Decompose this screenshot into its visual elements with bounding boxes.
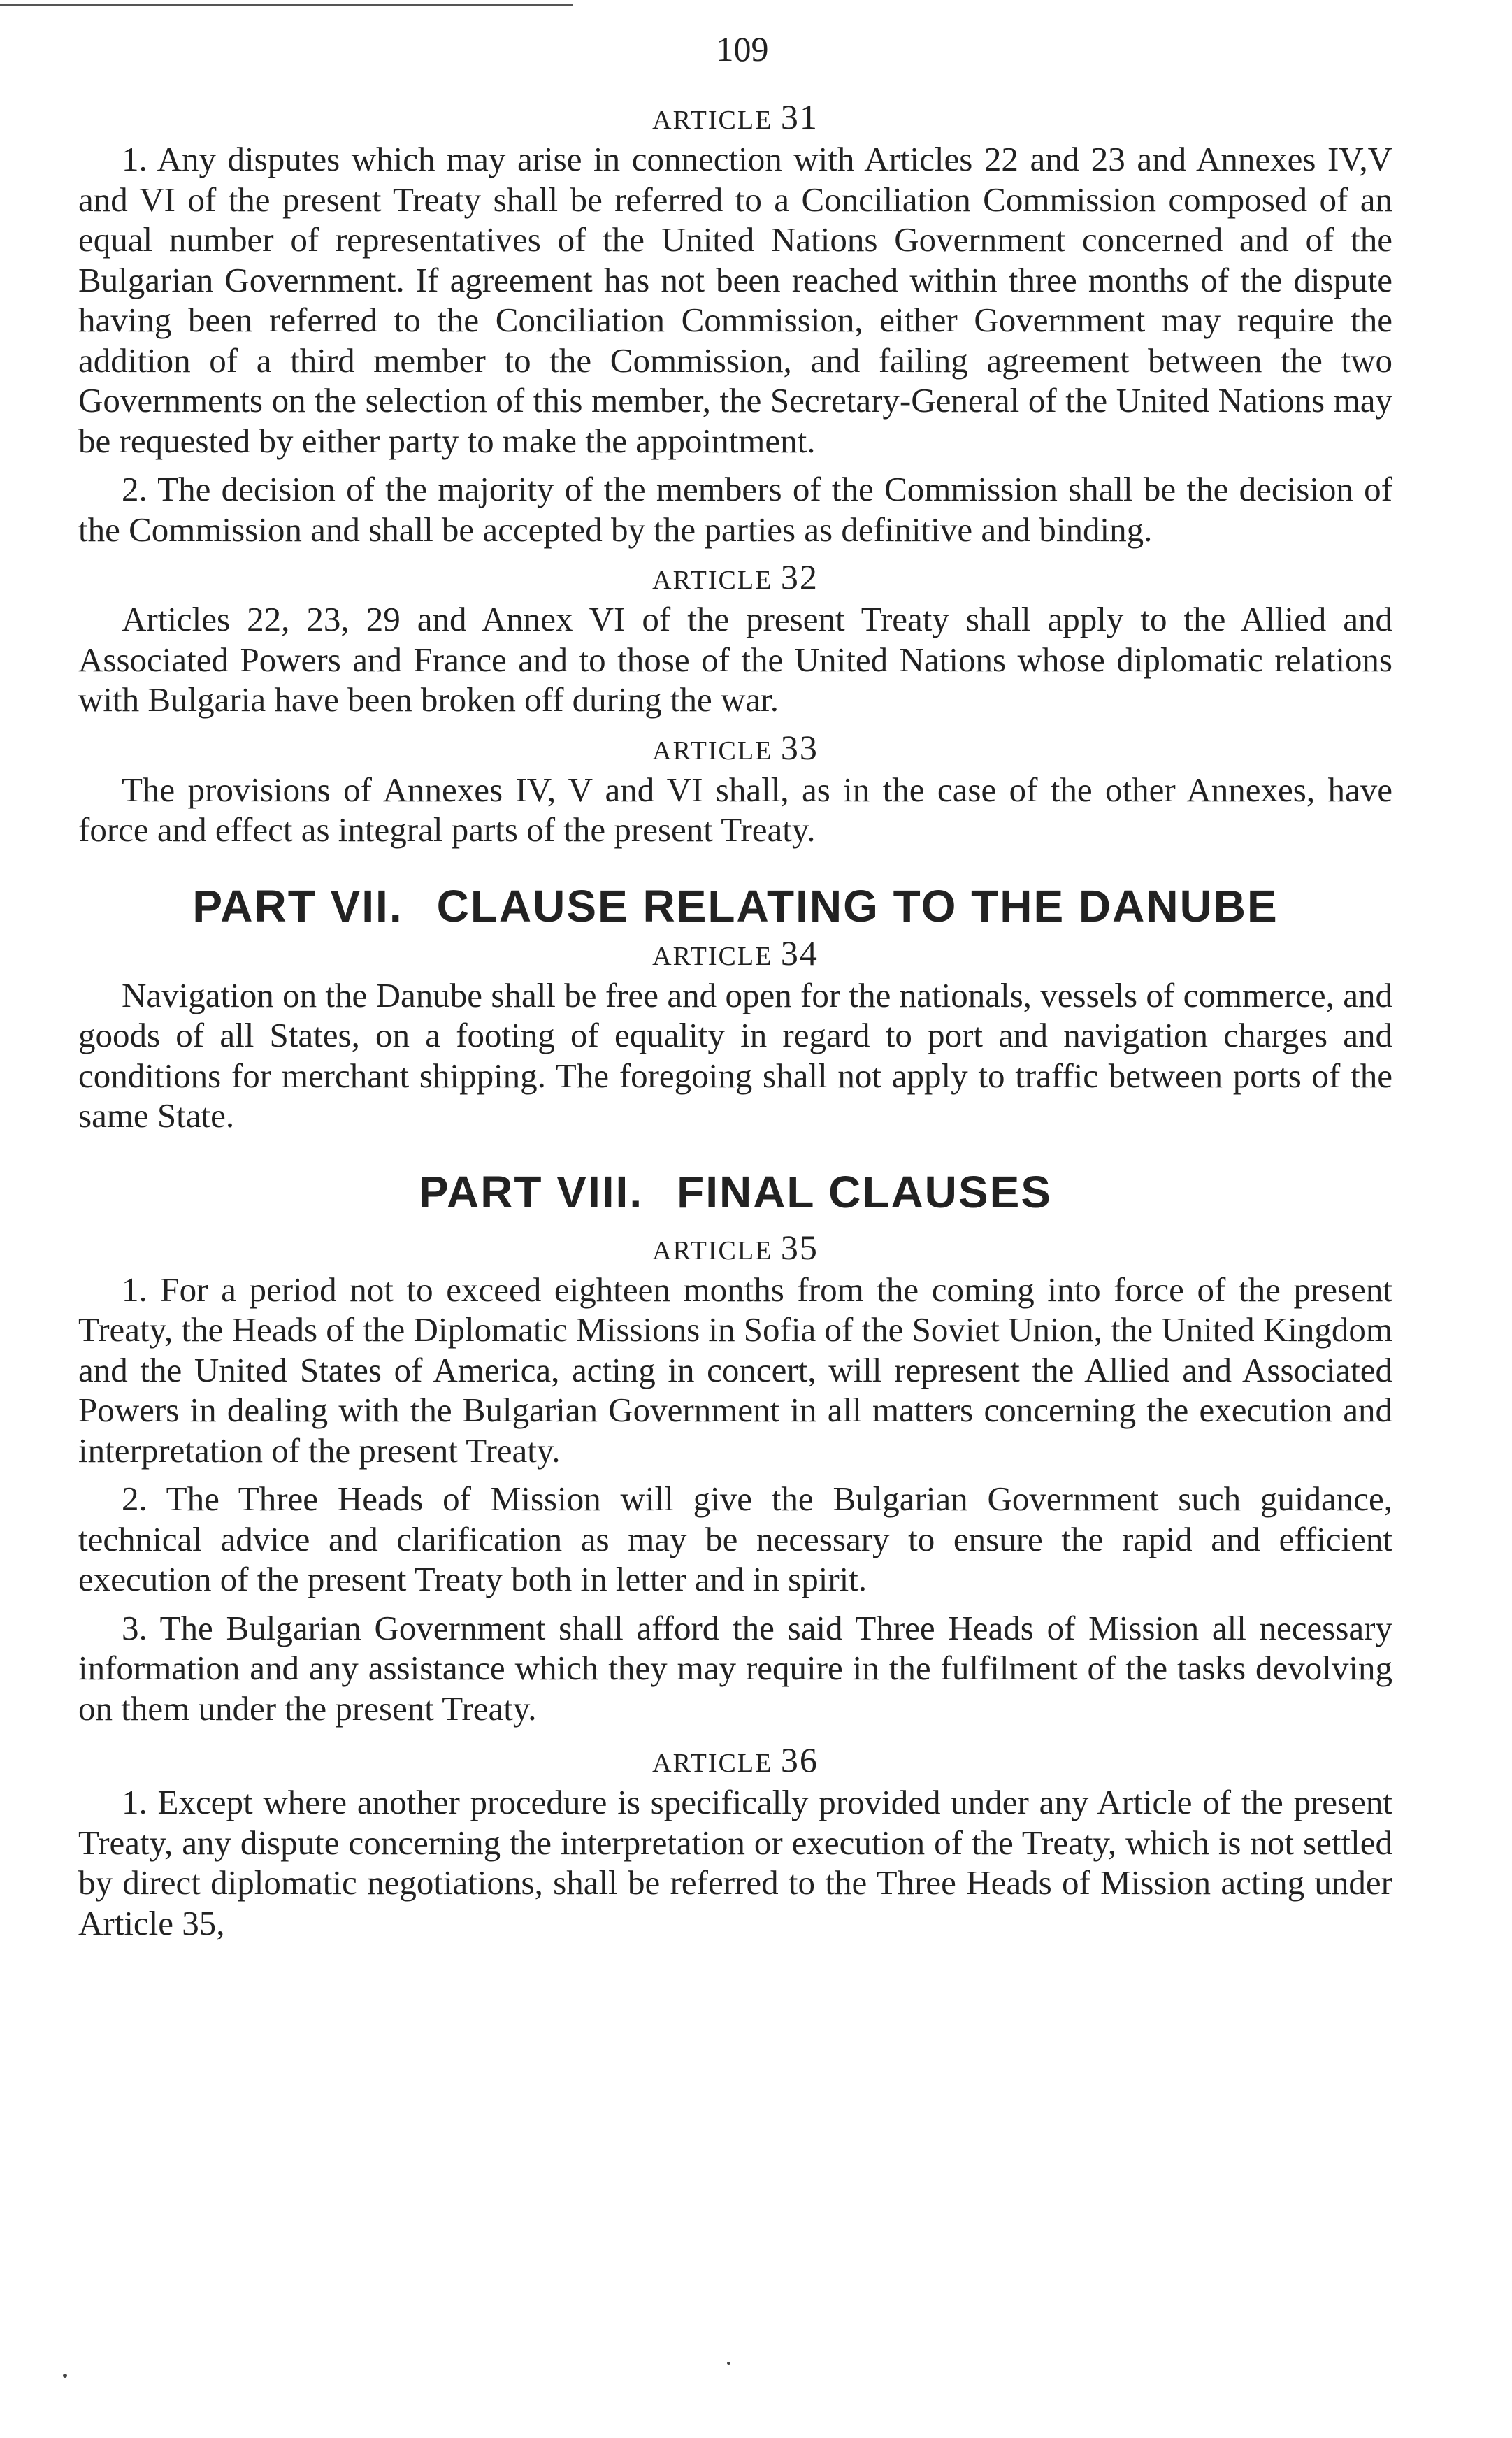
- part-label: PART VIII.: [419, 1166, 644, 1217]
- part-viii-heading: [78, 1164, 1392, 1220]
- scan-speck: [727, 2362, 730, 2365]
- spacer: [78, 1470, 1392, 1479]
- part-vii-heading: [78, 878, 1392, 934]
- spacer: [78, 720, 1392, 729]
- article-heading-32: [78, 558, 1392, 599]
- article-33-para: The provisions of Annexes IV, V and VI shall, as in the case of the other Annexes, have force and effect as integral parts of the present Treaty.: [78, 770, 1392, 849]
- part-title: FINAL CLAUSES: [677, 1166, 1052, 1217]
- article-label: ARTICLE: [652, 1235, 773, 1265]
- article-number: 32: [780, 557, 819, 596]
- article-31-para-2: 2. The decision of the majority of the members of the Commission shall be the decision of the Commission and shall be accepted by the parties as definitive and binding.: [78, 470, 1392, 549]
- spacer: [78, 1600, 1392, 1608]
- article-32-para: Articles 22, 23, 29 and Annex VI of the present Treaty shall apply to the Allied and Associated Powers and France and to those of the United Nations whose diplomatic relations with Bulgaria have been broken off during the war.: [78, 600, 1392, 719]
- spacer: [78, 850, 1392, 878]
- article-35-para-3: 3. The Bulgarian Government shall afford the said Three Heads of Mission all necessary information and any assistance which they may require in the fulfilment of the tasks devolving on them under the present Treaty.: [78, 1608, 1392, 1728]
- spacer: [78, 1136, 1392, 1164]
- spacer: [78, 1220, 1392, 1228]
- article-label: ARTICLE: [652, 736, 773, 766]
- spacer: [78, 550, 1392, 558]
- article-label: ARTICLE: [652, 941, 773, 971]
- article-31-para-1: 1. Any disputes which may arise in connection with Articles 22 and 23 and Annexes IV,V and VI of the present Treaty shall be referred to a Conciliation Commission composed of an equal number of representatives of the United Nations Government concerned and of the Bulgarian Government. If agreement has not been reached within three months of the dispute having been referred to the Conciliation Commission, either Government may require the addition of a third member to the Commission, and failing agreement between the two Governments on the selection of this member, the Secretary-General of the United Nations may be requested by either party to make the appointment.: [78, 140, 1392, 460]
- article-number: 33: [780, 727, 819, 767]
- article-34-para: Navigation on the Danube shall be free and open for the nationals, vessels of commerce, and goods of all States, on a footing of equality in regard to port and navigation charges and conditions for merchant shipping. The foregoing shall not apply to traffic between ports of the same State.: [78, 975, 1392, 1135]
- document-page: [78, 28, 1392, 1943]
- part-title: CLAUSE RELATING TO THE DANUBE: [436, 880, 1279, 931]
- spacer: [78, 461, 1392, 469]
- article-number: 34: [780, 933, 819, 973]
- article-label: ARTICLE: [652, 106, 773, 135]
- article-number: 36: [780, 1740, 819, 1779]
- article-label: ARTICLE: [652, 566, 773, 595]
- article-number: 31: [780, 97, 819, 136]
- scan-speck: [63, 2374, 67, 2378]
- article-36-para-1: 1. Except where another procedure is specifically provided under any Article of the present Treaty, any dispute concerning the interpretation or execution of the Treaty, which is not settled by direct diplomatic negotiations, shall be referred to the Three Heads of Mission acting under Article 35,: [78, 1783, 1392, 1942]
- article-label: ARTICLE: [652, 1749, 773, 1778]
- article-heading-35: [78, 1228, 1392, 1270]
- article-number: 35: [780, 1227, 819, 1267]
- page-number: 109: [716, 29, 769, 69]
- spacer: [78, 1728, 1392, 1741]
- article-35-para-2: 2. The Three Heads of Mission will give the Bulgarian Government such guidance, technical advice and clarification as may be necessary to ensure the rapid and efficient execution of the present Treaty both in letter and in spirit.: [78, 1479, 1392, 1598]
- part-label: PART VII.: [192, 880, 403, 931]
- article-heading-31: [78, 98, 1392, 139]
- article-heading-33: [78, 729, 1392, 770]
- article-35-para-1: 1. For a period not to exceed eighteen months from the coming into force of the present Treaty, the Heads of the Diplomatic Missions in Sofia of the Soviet Union, the United Kingdom and the United States of America, acting in concert, will represent the Allied and Associated Powers in dealing with the Bulgarian Government in all matters concerning the execution and interpretation of the present Treaty.: [78, 1270, 1392, 1470]
- article-heading-36: [78, 1741, 1392, 1782]
- article-heading-34: [78, 934, 1392, 975]
- top-rule: [0, 4, 573, 6]
